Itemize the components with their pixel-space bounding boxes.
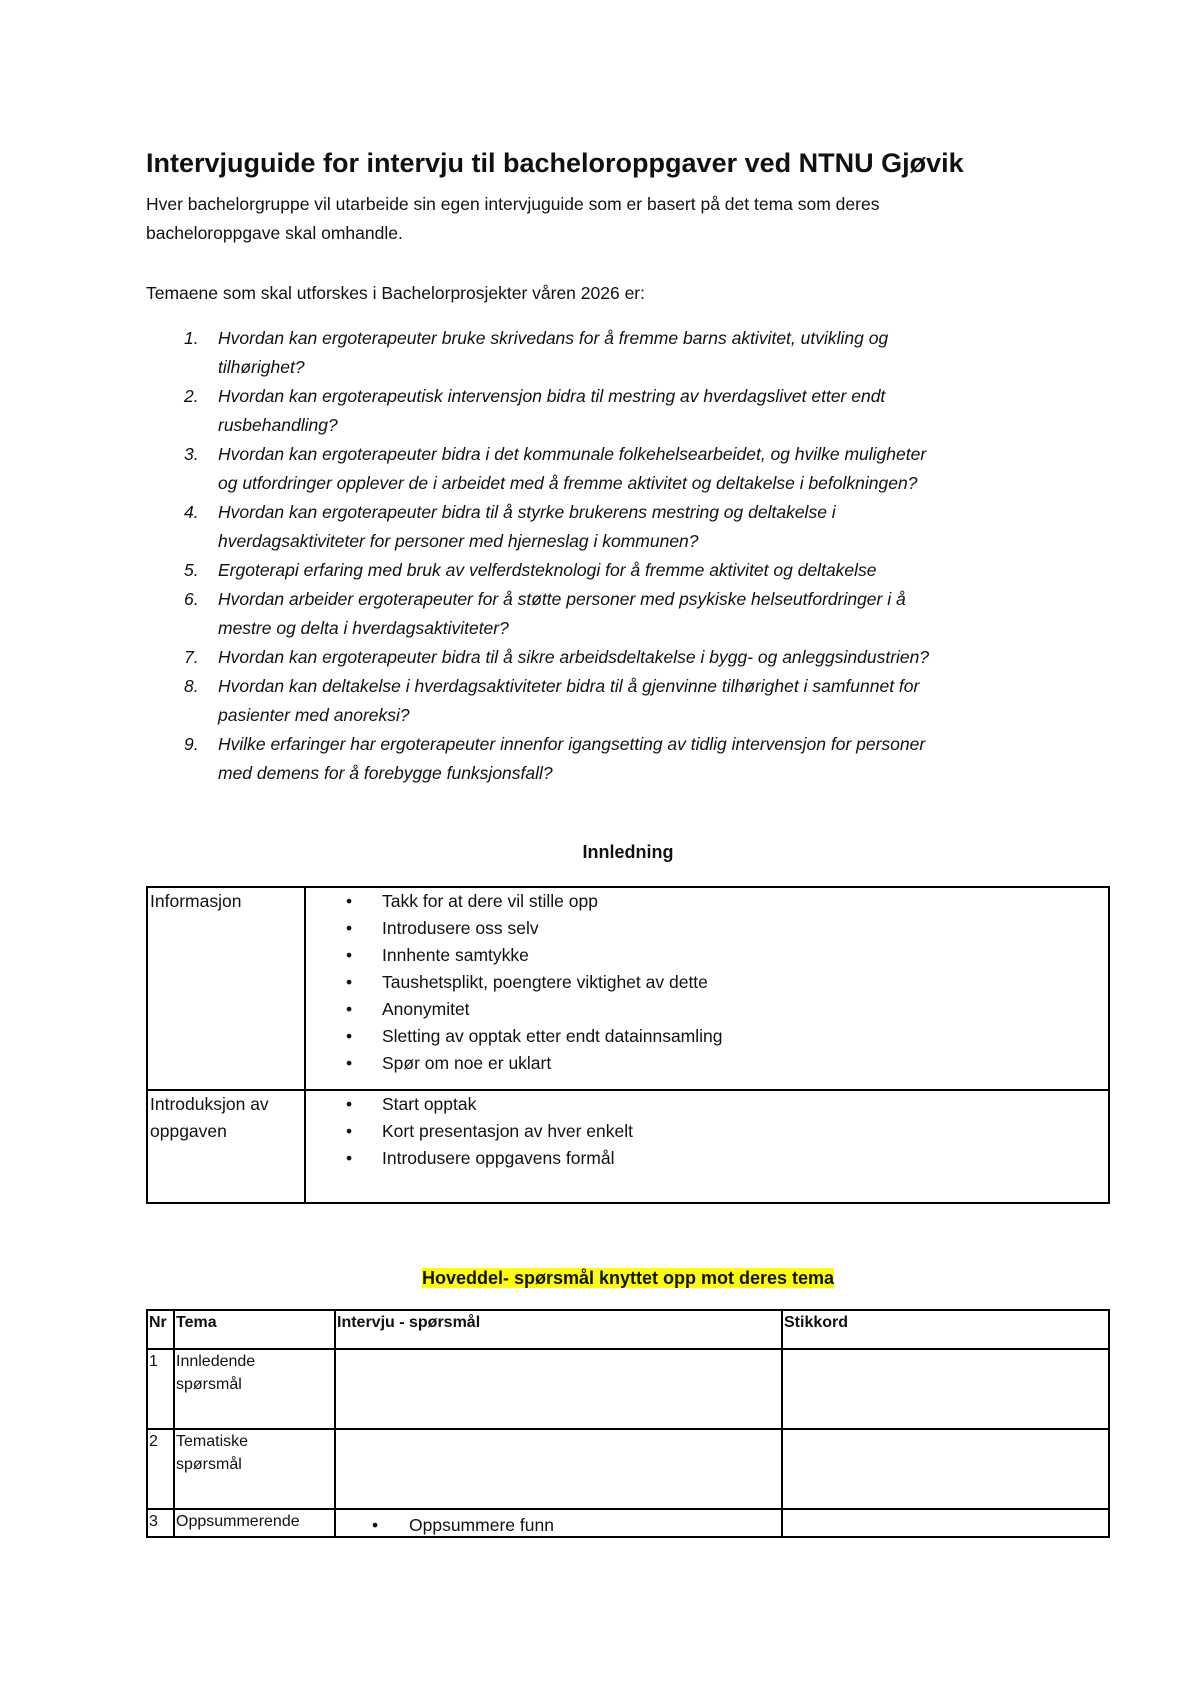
topic-text-cont: tilhørighet? bbox=[218, 357, 305, 377]
list-item-text: Kort presentasjon av hver enkelt bbox=[382, 1121, 633, 1141]
topic-text: Hvilke erfaringer har ergoterapeuter innenfor igangsetting av tidlig intervensjon for personer bbox=[218, 734, 926, 754]
topic-number: 3. bbox=[184, 444, 199, 464]
cell-stikkord bbox=[782, 1349, 1109, 1429]
row-content bbox=[305, 887, 1109, 1090]
hoveddel-table bbox=[146, 1309, 1110, 1538]
topic-number: 4. bbox=[184, 502, 199, 522]
topic-item bbox=[146, 382, 1076, 440]
list-item bbox=[308, 888, 1108, 915]
intro-paragraph bbox=[146, 190, 1046, 248]
bullet-icon: • bbox=[346, 972, 353, 992]
list-item bbox=[308, 915, 1108, 942]
column-header-nr: Nr bbox=[147, 1310, 174, 1349]
bullet-icon: • bbox=[346, 1148, 353, 1168]
topic-text-cont: pasienter med anoreksi? bbox=[218, 705, 410, 725]
bullet-icon: • bbox=[346, 1121, 353, 1141]
topic-text-cont: med demens for å forebygge funksjonsfall? bbox=[218, 763, 553, 783]
topic-text-cont: rusbehandling? bbox=[218, 415, 338, 435]
topic-number: 2. bbox=[184, 386, 199, 406]
cell-sporsmal bbox=[335, 1429, 782, 1509]
list-item bbox=[308, 1023, 1108, 1050]
list-item bbox=[308, 1118, 1108, 1145]
table-row bbox=[147, 1090, 1109, 1203]
bullet-icon: • bbox=[346, 1094, 353, 1114]
bullet-icon: • bbox=[346, 999, 353, 1019]
list-item-text: Takk for at dere vil stille opp bbox=[382, 891, 598, 911]
topic-text: Hvordan kan ergoterapeutisk intervensjon bidra til mestring av hverdagslivet etter endt bbox=[218, 386, 886, 406]
topic-number: 8. bbox=[184, 676, 199, 696]
innledning-table bbox=[146, 886, 1110, 1204]
bullet-list bbox=[308, 888, 1108, 1089]
cell-stikkord bbox=[782, 1429, 1109, 1509]
topic-item bbox=[146, 672, 1076, 730]
topic-text: Hvordan kan ergoterapeuter bidra i det kommunale folkehelsearbeidet, og hvilke muligheter bbox=[218, 444, 927, 464]
table-header-row bbox=[147, 1310, 1109, 1349]
row-label: Informasjon bbox=[147, 887, 305, 1090]
topics-list bbox=[146, 324, 1076, 788]
cell-stikkord bbox=[782, 1509, 1109, 1537]
topic-text-cont: hverdagsaktiviteter for personer med hjerneslag i kommunen? bbox=[218, 531, 699, 551]
cell-tema-line: Innledende bbox=[176, 1353, 256, 1370]
list-item bbox=[308, 1091, 1108, 1118]
cell-nr: 1 bbox=[147, 1349, 174, 1429]
list-item bbox=[308, 942, 1108, 969]
table-row bbox=[147, 887, 1109, 1090]
cell-nr: 3 bbox=[147, 1509, 174, 1537]
list-item bbox=[308, 1050, 1108, 1077]
topic-number: 6. bbox=[184, 589, 199, 609]
list-item-text: Introdusere oss selv bbox=[382, 918, 539, 938]
table-row bbox=[147, 1509, 1109, 1537]
intro-line-1: Hver bachelorgruppe vil utarbeide sin egen intervjuguide som er basert på det tema som deres bbox=[146, 194, 880, 214]
cell-tema: Oppsummerende bbox=[174, 1509, 335, 1537]
hoveddel-heading bbox=[146, 1268, 1110, 1289]
cell-tema bbox=[174, 1429, 335, 1509]
topic-item bbox=[146, 730, 1076, 788]
list-item-text: Sletting av opptak etter endt datainnsamling bbox=[382, 1026, 723, 1046]
topic-text-cont: og utfordringer opplever de i arbeidet med å fremme aktivitet og deltakelse i befolkningen? bbox=[218, 473, 918, 493]
column-header-stikkord: Stikkord bbox=[782, 1310, 1109, 1349]
topic-text-cont: mestre og delta i hverdagsaktiviteter? bbox=[218, 618, 509, 638]
bullet-icon: • bbox=[346, 891, 353, 911]
topic-text: Hvordan kan deltakelse i hverdagsaktiviteter bidra til å gjenvinne tilhørighet i samfunnet for bbox=[218, 676, 920, 696]
row-label-line: Introduksjon av bbox=[150, 1094, 269, 1114]
column-header-tema: Tema bbox=[174, 1310, 335, 1349]
page-title: Intervjuguide for intervju til bacheloroppgaver ved NTNU Gjøvik bbox=[146, 148, 964, 178]
cell-tema bbox=[174, 1349, 335, 1429]
cell-tema-line: spørsmål bbox=[176, 1376, 242, 1393]
row-content bbox=[305, 1090, 1109, 1203]
list-item-text: Introdusere oppgavens formål bbox=[382, 1148, 615, 1168]
cell-sporsmal bbox=[335, 1509, 782, 1537]
topic-number: 1. bbox=[184, 328, 199, 348]
cell-tema-line: spørsmål bbox=[176, 1456, 242, 1473]
topic-text: Hvordan kan ergoterapeuter bidra til å styrke brukerens mestring og deltakelse i bbox=[218, 502, 836, 522]
topic-item bbox=[146, 556, 1076, 585]
list-item bbox=[308, 1145, 1108, 1172]
topic-item bbox=[146, 498, 1076, 556]
bullet-list bbox=[308, 1091, 1108, 1202]
table-row bbox=[147, 1429, 1109, 1509]
list-item bbox=[308, 996, 1108, 1023]
list-item-text: Start opptak bbox=[382, 1094, 477, 1114]
topic-text: Hvordan kan ergoterapeuter bidra til å sikre arbeidsdeltakelse i bygg- og anleggsindustrien? bbox=[218, 647, 930, 667]
list-item-text: Taushetsplikt, poengtere viktighet av dette bbox=[382, 972, 708, 992]
list-item-text: Anonymitet bbox=[382, 999, 470, 1019]
row-label-line: oppgaven bbox=[150, 1121, 227, 1141]
topic-text: Hvordan kan ergoterapeuter bruke skrivedans for å fremme barns aktivitet, utvikling og bbox=[218, 328, 889, 348]
cell-nr: 2 bbox=[147, 1429, 174, 1509]
bullet-icon: • bbox=[346, 1053, 353, 1073]
bullet-icon: • bbox=[372, 1515, 379, 1535]
topic-number: 7. bbox=[184, 647, 199, 667]
table-row bbox=[147, 1349, 1109, 1429]
bullet-icon: • bbox=[346, 918, 353, 938]
topic-number: 9. bbox=[184, 734, 199, 754]
list-item-text: Spør om noe er uklart bbox=[382, 1053, 552, 1073]
bullet-icon: • bbox=[346, 1026, 353, 1046]
topic-item bbox=[146, 585, 1076, 643]
bullet-icon: • bbox=[346, 945, 353, 965]
cell-tema-line: Tematiske bbox=[176, 1433, 249, 1450]
topic-number: 5. bbox=[184, 560, 199, 580]
topic-item bbox=[146, 440, 1076, 498]
topic-text: Hvordan arbeider ergoterapeuter for å støtte personer med psykiske helseutfordringer i å bbox=[218, 589, 906, 609]
list-item bbox=[308, 969, 1108, 996]
innledning-heading: Innledning bbox=[582, 842, 674, 862]
column-header-sporsmal: Intervju - spørsmål bbox=[335, 1310, 782, 1349]
intro-line-2: bacheloroppgave skal omhandle. bbox=[146, 223, 403, 243]
list-item-text: Oppsummere funn bbox=[409, 1515, 554, 1535]
cell-sporsmal bbox=[335, 1349, 782, 1429]
topic-item bbox=[146, 643, 1076, 672]
topic-item bbox=[146, 324, 1076, 382]
topic-text: Ergoterapi erfaring med bruk av velferdsteknologi for å fremme aktivitet og deltakelse bbox=[218, 560, 877, 580]
highlighted-heading-text: Hoveddel- spørsmål knyttet opp mot deres tema bbox=[421, 1268, 835, 1288]
topics-heading: Temaene som skal utforskes i Bachelorprosjekter våren 2026 er: bbox=[146, 283, 645, 303]
row-label bbox=[147, 1090, 305, 1203]
list-item-text: Innhente samtykke bbox=[382, 945, 529, 965]
